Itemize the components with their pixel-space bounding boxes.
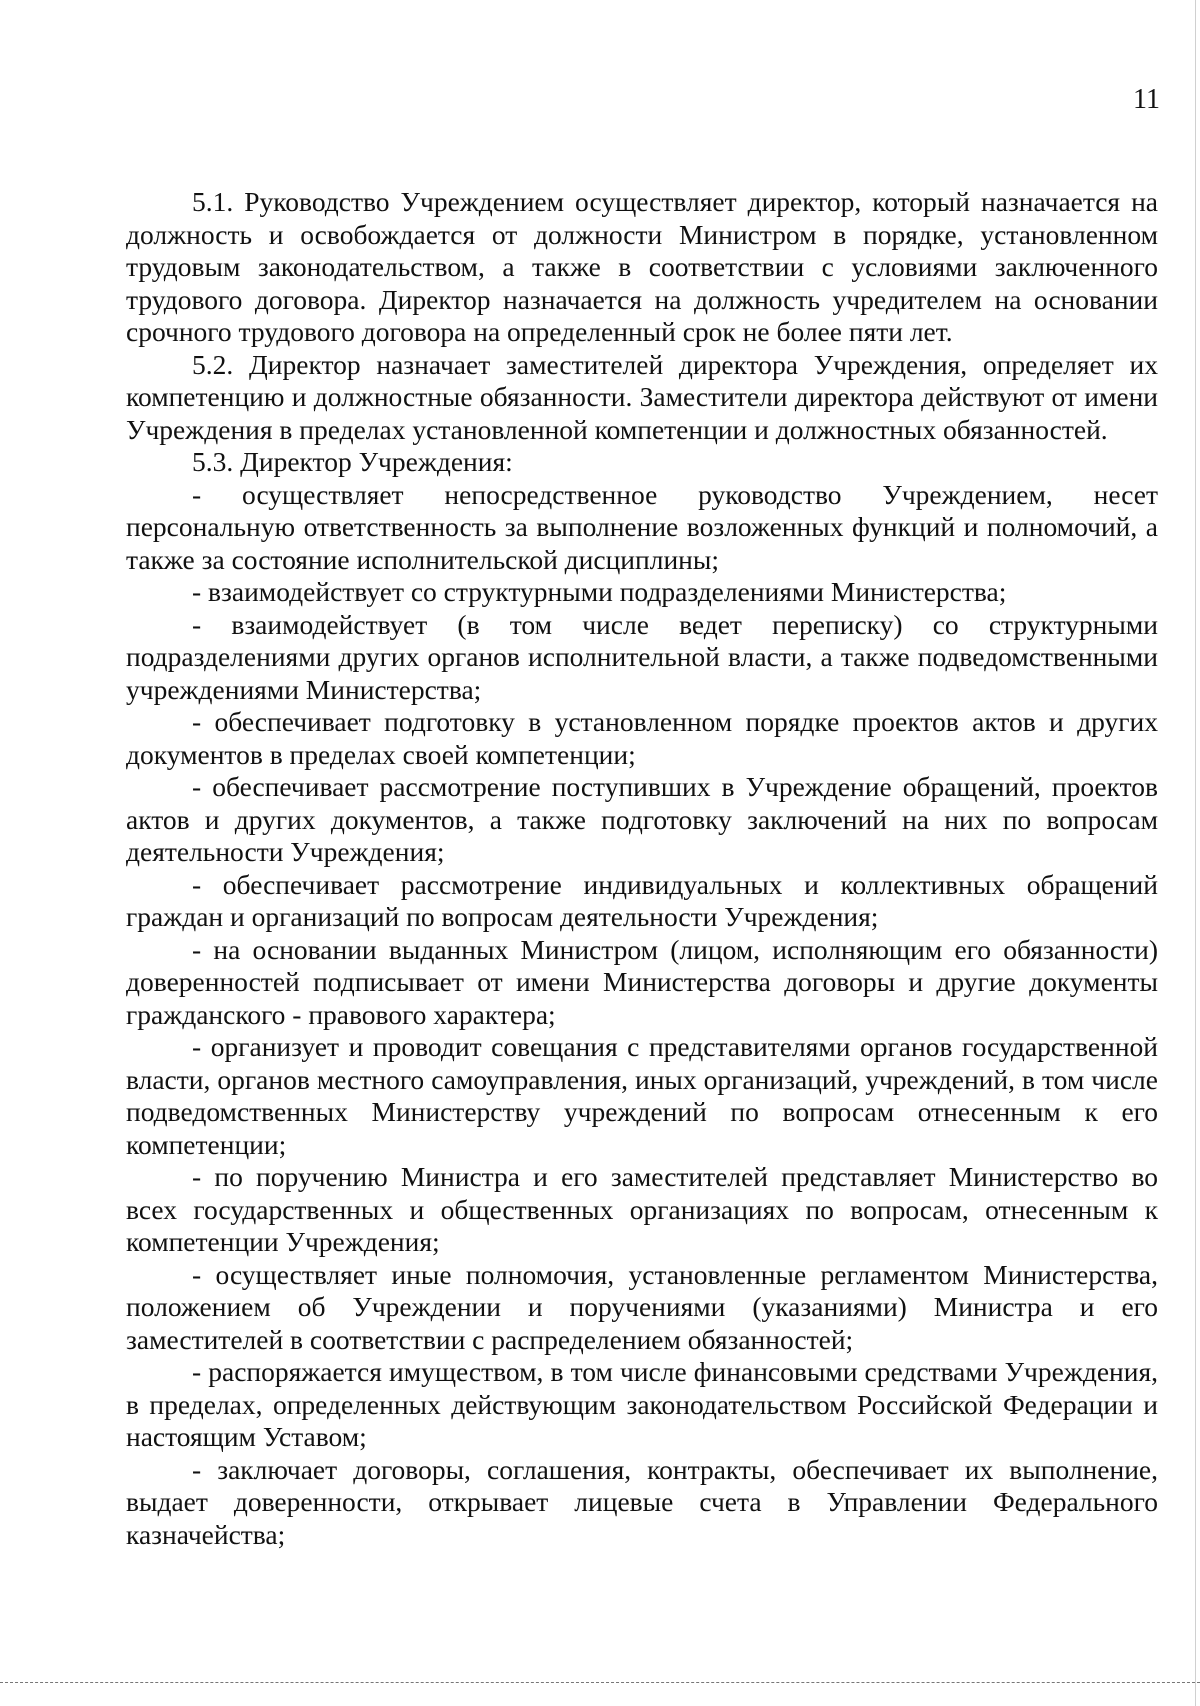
list-item-contracts: - заключает договоры, соглашения, контракты, обеспечивает их выполнение, выдает доверенности, открывает лицевые счета в Управлении Федерального казначейства; xyxy=(126,1453,1158,1550)
list-item-ministry-interaction: - взаимодействует со структурными подразделениями Министерства; xyxy=(192,576,1007,607)
scan-bottom-edge xyxy=(0,1682,1200,1683)
list-item-direct-management: - осуществляет непосредственное руководство Учреждением, несет персональную ответственность за выполнение возложенных функций и полномочий, а также за состояние исполнительской дисциплины; xyxy=(126,478,1158,575)
list-item-power-of-attorney: - на основании выданных Министром (лицом, исполняющим его обязанности) доверенностей подписывает от имени Министерства договоры и другие документы гражданского - правового характера; xyxy=(126,933,1158,1030)
list-item-other-powers: - осуществляет иные полномочия, установленные регламентом Министерства, положением об Учреждении и поручениями (указаниями) Министра и его заместителей в соответствии с распределением обязанностей; xyxy=(126,1258,1158,1355)
list-item-citizen-appeals: - обеспечивает рассмотрение индивидуальных и коллективных обращений граждан и организаций по вопросам деятельности Учреждения; xyxy=(126,868,1158,932)
paragraph-5-1: 5.1. Руководство Учреждением осуществляет директор, который назначается на должность и освобождается от должности Министром в порядке, установленном трудовым законодательством, а также в соответствии с условиями заключенного трудового договора. Директор назначается на должность учредителем на основании срочного трудового договора на определенный срок не более пяти лет. xyxy=(126,186,1158,347)
paragraph-5-3-heading: 5.3. Директор Учреждения: xyxy=(192,446,513,477)
list-item-representation: - по поручению Министра и его заместителей представляет Министерство во всех государственных и общественных организациях по вопросам, отнесенным к компетенции Учреждения; xyxy=(126,1161,1158,1257)
document-body xyxy=(126,186,1158,1551)
list-item-review-appeals: - обеспечивает рассмотрение поступивших в Учреждение обращений, проектов актов и других документов, а также подготовку заключений на них по вопросам деятельности Учреждения; xyxy=(126,771,1158,867)
list-item-property: - распоряжается имуществом, в том числе финансовыми средствами Учреждения, в пределах, определенных действующим законодательством Российской Федерации и настоящим Уставом; xyxy=(126,1356,1158,1452)
list-item-draft-acts: - обеспечивает подготовку в установленном порядке проектов актов и других документов в пределах своей компетенции; xyxy=(126,706,1158,770)
list-item-executive-bodies-interaction: - взаимодействует (в том числе ведет переписку) со структурными подразделениями других органов исполнительной власти, а также подведомственными учреждениями Министерства; xyxy=(126,608,1158,705)
page-number: 11 xyxy=(1133,84,1160,115)
list-item-meetings: - организует и проводит совещания с представителями органов государственной власти, органов местного самоуправления, иных организаций, учреждений, в том числе подведомственных Министерству учреждений по вопросам отнесенным к его компетенции; xyxy=(126,1031,1158,1160)
scan-right-edge xyxy=(1195,0,1196,1706)
paragraph-5-2: 5.2. Директор назначает заместителей директора Учреждения, определяет их компетенцию и должностные обязанности. Заместители директора действуют от имени Учреждения в пределах установленной компетенции и должностных обязанностей. xyxy=(126,348,1158,445)
